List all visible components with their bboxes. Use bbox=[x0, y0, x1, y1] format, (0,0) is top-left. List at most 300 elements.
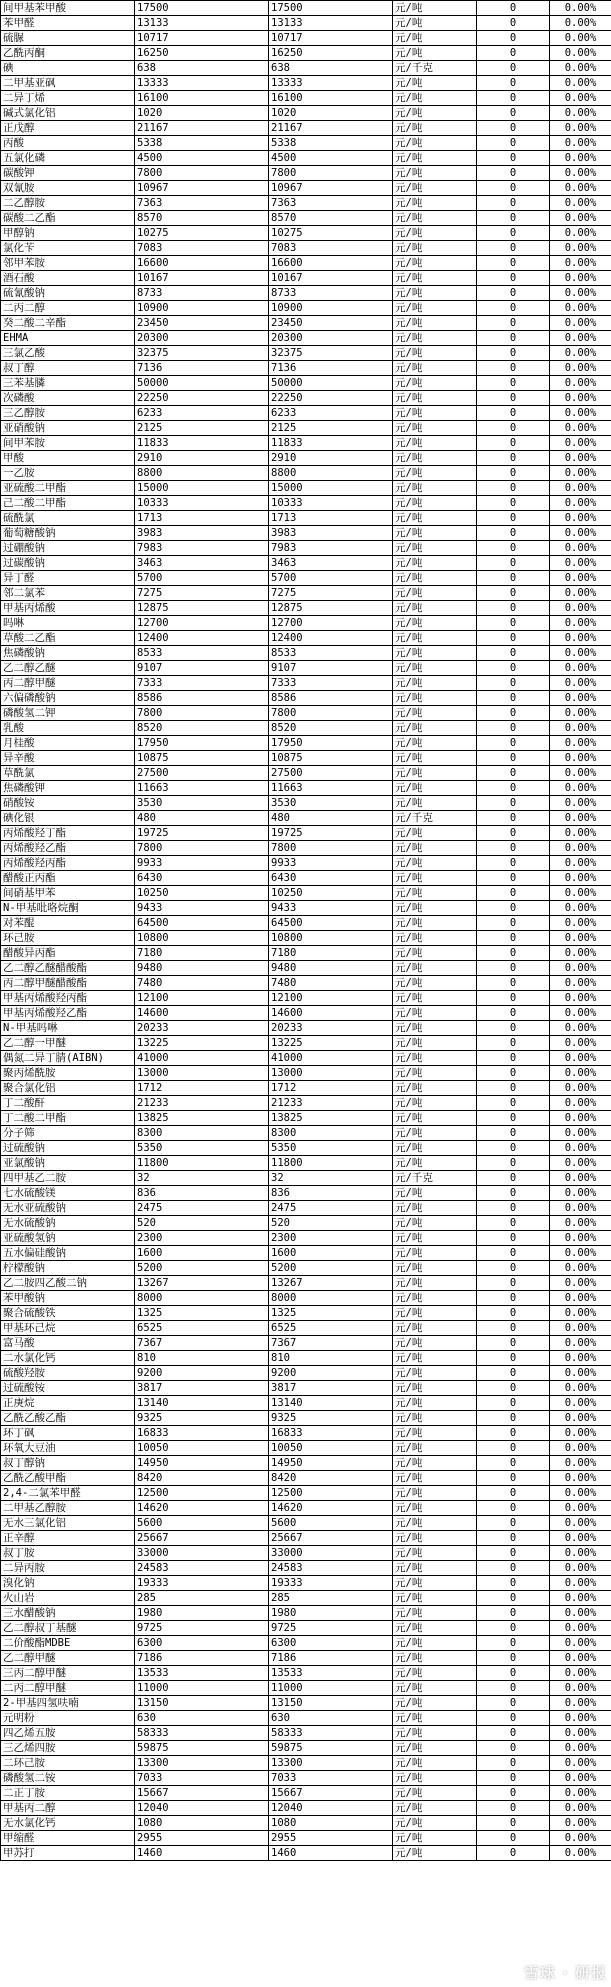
price-curr-cell: 11000 bbox=[269, 1681, 393, 1696]
price-curr-cell: 50000 bbox=[269, 376, 393, 391]
price-curr-cell: 11833 bbox=[269, 436, 393, 451]
change-cell: 0 bbox=[477, 811, 550, 826]
product-name-cell: 环己胺 bbox=[1, 931, 135, 946]
change-cell: 0 bbox=[477, 1696, 550, 1711]
price-curr-cell: 7480 bbox=[269, 976, 393, 991]
change-pct-cell: 0.00% bbox=[550, 946, 611, 961]
change-cell: 0 bbox=[477, 1321, 550, 1336]
product-name-cell: 醋酸异丙酯 bbox=[1, 946, 135, 961]
product-name-cell: 丙酸 bbox=[1, 136, 135, 151]
table-row bbox=[1, 1741, 611, 1756]
table-row bbox=[1, 346, 611, 361]
change-pct-cell: 0.00% bbox=[550, 376, 611, 391]
change-pct-cell: 0.00% bbox=[550, 1621, 611, 1636]
unit-cell: 元/吨 bbox=[393, 1576, 477, 1591]
change-pct-cell: 0.00% bbox=[550, 1291, 611, 1306]
product-name-cell: 酒石酸 bbox=[1, 271, 135, 286]
price-prev-cell: 64500 bbox=[135, 916, 269, 931]
table-row bbox=[1, 646, 611, 661]
change-pct-cell: 0.00% bbox=[550, 1531, 611, 1546]
unit-cell: 元/吨 bbox=[393, 1156, 477, 1171]
change-cell: 0 bbox=[477, 586, 550, 601]
unit-cell: 元/吨 bbox=[393, 256, 477, 271]
change-pct-cell: 0.00% bbox=[550, 1411, 611, 1426]
change-cell: 0 bbox=[477, 571, 550, 586]
unit-cell: 元/吨 bbox=[393, 301, 477, 316]
unit-cell: 元/吨 bbox=[393, 1441, 477, 1456]
price-table-body bbox=[1, 1, 611, 1861]
price-prev-cell: 13825 bbox=[135, 1111, 269, 1126]
price-prev-cell: 7983 bbox=[135, 541, 269, 556]
change-pct-cell: 0.00% bbox=[550, 1306, 611, 1321]
product-name-cell: 环丁砜 bbox=[1, 1426, 135, 1441]
product-name-cell: 甲酸 bbox=[1, 451, 135, 466]
unit-cell: 元/吨 bbox=[393, 961, 477, 976]
product-name-cell: 无水氯化钙 bbox=[1, 1816, 135, 1831]
price-prev-cell: 6430 bbox=[135, 871, 269, 886]
unit-cell: 元/吨 bbox=[393, 1786, 477, 1801]
price-curr-cell: 59875 bbox=[269, 1741, 393, 1756]
change-pct-cell: 0.00% bbox=[550, 496, 611, 511]
change-pct-cell: 0.00% bbox=[550, 121, 611, 136]
change-cell: 0 bbox=[477, 76, 550, 91]
unit-cell: 元/吨 bbox=[393, 616, 477, 631]
table-row bbox=[1, 1816, 611, 1831]
change-cell: 0 bbox=[477, 136, 550, 151]
price-prev-cell: 15000 bbox=[135, 481, 269, 496]
unit-cell: 元/吨 bbox=[393, 1321, 477, 1336]
price-curr-cell: 5350 bbox=[269, 1141, 393, 1156]
change-pct-cell: 0.00% bbox=[550, 466, 611, 481]
unit-cell: 元/吨 bbox=[393, 1081, 477, 1096]
change-pct-cell: 0.00% bbox=[550, 736, 611, 751]
product-name-cell: 溴化钠 bbox=[1, 1576, 135, 1591]
change-pct-cell: 0.00% bbox=[550, 1366, 611, 1381]
price-curr-cell: 10250 bbox=[269, 886, 393, 901]
price-prev-cell: 6300 bbox=[135, 1636, 269, 1651]
price-curr-cell: 3530 bbox=[269, 796, 393, 811]
unit-cell: 元/吨 bbox=[393, 1006, 477, 1021]
table-row bbox=[1, 1231, 611, 1246]
product-name-cell: 乙二醇一甲醚 bbox=[1, 1036, 135, 1051]
product-name-cell: 富马酸 bbox=[1, 1336, 135, 1351]
price-prev-cell: 12040 bbox=[135, 1801, 269, 1816]
price-prev-cell: 20233 bbox=[135, 1021, 269, 1036]
change-pct-cell: 0.00% bbox=[550, 706, 611, 721]
price-curr-cell: 14600 bbox=[269, 1006, 393, 1021]
product-name-cell: 甲缩醛 bbox=[1, 1831, 135, 1846]
price-curr-cell: 285 bbox=[269, 1591, 393, 1606]
price-curr-cell: 10050 bbox=[269, 1441, 393, 1456]
product-name-cell: 己二酸二甲酯 bbox=[1, 496, 135, 511]
price-curr-cell: 13000 bbox=[269, 1066, 393, 1081]
price-curr-cell: 3463 bbox=[269, 556, 393, 571]
table-row bbox=[1, 1126, 611, 1141]
change-pct-cell: 0.00% bbox=[550, 1201, 611, 1216]
change-cell: 0 bbox=[477, 406, 550, 421]
product-name-cell: 叔丁醇钠 bbox=[1, 1456, 135, 1471]
change-cell: 0 bbox=[477, 736, 550, 751]
table-row bbox=[1, 496, 611, 511]
price-prev-cell: 7800 bbox=[135, 706, 269, 721]
price-prev-cell: 3530 bbox=[135, 796, 269, 811]
table-row bbox=[1, 91, 611, 106]
change-pct-cell: 0.00% bbox=[550, 1741, 611, 1756]
price-prev-cell: 10333 bbox=[135, 496, 269, 511]
price-curr-cell: 20300 bbox=[269, 331, 393, 346]
table-row bbox=[1, 856, 611, 871]
change-pct-cell: 0.00% bbox=[550, 646, 611, 661]
table-row bbox=[1, 1306, 611, 1321]
table-row bbox=[1, 136, 611, 151]
change-pct-cell: 0.00% bbox=[550, 796, 611, 811]
product-name-cell: 乙二醇叔丁基醚 bbox=[1, 1621, 135, 1636]
table-row bbox=[1, 736, 611, 751]
price-prev-cell: 9107 bbox=[135, 661, 269, 676]
price-curr-cell: 1600 bbox=[269, 1246, 393, 1261]
price-prev-cell: 9933 bbox=[135, 856, 269, 871]
change-cell: 0 bbox=[477, 706, 550, 721]
change-cell: 0 bbox=[477, 1801, 550, 1816]
change-pct-cell: 0.00% bbox=[550, 586, 611, 601]
price-curr-cell: 7180 bbox=[269, 946, 393, 961]
table-row bbox=[1, 406, 611, 421]
table-row bbox=[1, 1411, 611, 1426]
change-cell: 0 bbox=[477, 1081, 550, 1096]
change-pct-cell: 0.00% bbox=[550, 931, 611, 946]
product-name-cell: 草酸二乙酯 bbox=[1, 631, 135, 646]
table-row bbox=[1, 226, 611, 241]
price-prev-cell: 17950 bbox=[135, 736, 269, 751]
table-row bbox=[1, 1666, 611, 1681]
change-pct-cell: 0.00% bbox=[550, 406, 611, 421]
change-cell: 0 bbox=[477, 991, 550, 1006]
change-pct-cell: 0.00% bbox=[550, 301, 611, 316]
product-name-cell: 次磷酸 bbox=[1, 391, 135, 406]
price-curr-cell: 7363 bbox=[269, 196, 393, 211]
table-row bbox=[1, 676, 611, 691]
change-cell: 0 bbox=[477, 1276, 550, 1291]
table-row bbox=[1, 826, 611, 841]
price-prev-cell: 23450 bbox=[135, 316, 269, 331]
unit-cell: 元/吨 bbox=[393, 661, 477, 676]
price-prev-cell: 13333 bbox=[135, 76, 269, 91]
unit-cell: 元/吨 bbox=[393, 1306, 477, 1321]
change-pct-cell: 0.00% bbox=[550, 511, 611, 526]
change-cell: 0 bbox=[477, 451, 550, 466]
product-name-cell: 叔丁醇 bbox=[1, 361, 135, 376]
change-pct-cell: 0.00% bbox=[550, 616, 611, 631]
unit-cell: 元/吨 bbox=[393, 691, 477, 706]
price-curr-cell: 41000 bbox=[269, 1051, 393, 1066]
unit-cell: 元/吨 bbox=[393, 286, 477, 301]
product-name-cell: 丙烯酸羟乙酯 bbox=[1, 841, 135, 856]
table-row bbox=[1, 121, 611, 136]
change-cell: 0 bbox=[477, 1606, 550, 1621]
product-name-cell: 环氧大豆油 bbox=[1, 1441, 135, 1456]
price-prev-cell: 285 bbox=[135, 1591, 269, 1606]
price-prev-cell: 9480 bbox=[135, 961, 269, 976]
unit-cell: 元/吨 bbox=[393, 1501, 477, 1516]
change-cell: 0 bbox=[477, 301, 550, 316]
unit-cell: 元/吨 bbox=[393, 1291, 477, 1306]
change-pct-cell: 0.00% bbox=[550, 751, 611, 766]
change-pct-cell: 0.00% bbox=[550, 1351, 611, 1366]
change-cell: 0 bbox=[477, 1621, 550, 1636]
product-name-cell: 三乙烯四胺 bbox=[1, 1741, 135, 1756]
price-curr-cell: 13825 bbox=[269, 1111, 393, 1126]
change-cell: 0 bbox=[477, 1636, 550, 1651]
unit-cell: 元/吨 bbox=[393, 211, 477, 226]
change-pct-cell: 0.00% bbox=[550, 481, 611, 496]
change-pct-cell: 0.00% bbox=[550, 1081, 611, 1096]
change-pct-cell: 0.00% bbox=[550, 871, 611, 886]
product-name-cell: 邻二氯苯 bbox=[1, 586, 135, 601]
price-prev-cell: 7275 bbox=[135, 586, 269, 601]
price-curr-cell: 1980 bbox=[269, 1606, 393, 1621]
price-prev-cell: 5600 bbox=[135, 1516, 269, 1531]
unit-cell: 元/吨 bbox=[393, 766, 477, 781]
change-pct-cell: 0.00% bbox=[550, 1216, 611, 1231]
product-name-cell: 月桂酸 bbox=[1, 736, 135, 751]
change-pct-cell: 0.00% bbox=[550, 856, 611, 871]
price-curr-cell: 12400 bbox=[269, 631, 393, 646]
table-row bbox=[1, 541, 611, 556]
change-pct-cell: 0.00% bbox=[550, 1171, 611, 1186]
table-row bbox=[1, 1696, 611, 1711]
table-row bbox=[1, 691, 611, 706]
change-pct-cell: 0.00% bbox=[550, 1051, 611, 1066]
change-cell: 0 bbox=[477, 856, 550, 871]
unit-cell: 元/吨 bbox=[393, 1516, 477, 1531]
product-name-cell: 无水硫酸钠 bbox=[1, 1216, 135, 1231]
table-row bbox=[1, 1456, 611, 1471]
product-name-cell: 三氯乙酸 bbox=[1, 346, 135, 361]
unit-cell: 元/吨 bbox=[393, 406, 477, 421]
change-pct-cell: 0.00% bbox=[550, 136, 611, 151]
change-pct-cell: 0.00% bbox=[550, 241, 611, 256]
unit-cell: 元/吨 bbox=[393, 1801, 477, 1816]
price-curr-cell: 1712 bbox=[269, 1081, 393, 1096]
price-curr-cell: 13140 bbox=[269, 1396, 393, 1411]
table-row bbox=[1, 316, 611, 331]
change-cell: 0 bbox=[477, 751, 550, 766]
change-cell: 0 bbox=[477, 901, 550, 916]
change-pct-cell: 0.00% bbox=[550, 1501, 611, 1516]
product-name-cell: 甲基丙二醇 bbox=[1, 1801, 135, 1816]
change-pct-cell: 0.00% bbox=[550, 1516, 611, 1531]
price-prev-cell: 836 bbox=[135, 1186, 269, 1201]
change-cell: 0 bbox=[477, 1216, 550, 1231]
price-prev-cell: 19333 bbox=[135, 1576, 269, 1591]
table-row bbox=[1, 526, 611, 541]
table-row bbox=[1, 1186, 611, 1201]
table-row bbox=[1, 46, 611, 61]
unit-cell: 元/吨 bbox=[393, 841, 477, 856]
change-cell: 0 bbox=[477, 61, 550, 76]
change-pct-cell: 0.00% bbox=[550, 991, 611, 1006]
price-prev-cell: 9725 bbox=[135, 1621, 269, 1636]
change-pct-cell: 0.00% bbox=[550, 1126, 611, 1141]
price-curr-cell: 13267 bbox=[269, 1276, 393, 1291]
price-curr-cell: 23450 bbox=[269, 316, 393, 331]
unit-cell: 元/吨 bbox=[393, 151, 477, 166]
price-prev-cell: 11000 bbox=[135, 1681, 269, 1696]
price-prev-cell: 13000 bbox=[135, 1066, 269, 1081]
price-prev-cell: 7363 bbox=[135, 196, 269, 211]
change-cell: 0 bbox=[477, 316, 550, 331]
change-pct-cell: 0.00% bbox=[550, 1141, 611, 1156]
change-cell: 0 bbox=[477, 1246, 550, 1261]
price-curr-cell: 8533 bbox=[269, 646, 393, 661]
change-cell: 0 bbox=[477, 31, 550, 46]
product-name-cell: 乙酰乙酸乙酯 bbox=[1, 1411, 135, 1426]
price-curr-cell: 12500 bbox=[269, 1486, 393, 1501]
unit-cell: 元/吨 bbox=[393, 1126, 477, 1141]
change-pct-cell: 0.00% bbox=[550, 1156, 611, 1171]
product-name-cell: 乙酰丙酮 bbox=[1, 46, 135, 61]
table-row bbox=[1, 181, 611, 196]
unit-cell: 元/吨 bbox=[393, 1216, 477, 1231]
price-curr-cell: 32 bbox=[269, 1171, 393, 1186]
change-cell: 0 bbox=[477, 1681, 550, 1696]
price-prev-cell: 7033 bbox=[135, 1771, 269, 1786]
change-cell: 0 bbox=[477, 691, 550, 706]
change-pct-cell: 0.00% bbox=[550, 1726, 611, 1741]
change-pct-cell: 0.00% bbox=[550, 211, 611, 226]
change-pct-cell: 0.00% bbox=[550, 1066, 611, 1081]
table-row bbox=[1, 886, 611, 901]
price-prev-cell: 1980 bbox=[135, 1606, 269, 1621]
unit-cell: 元/吨 bbox=[393, 1336, 477, 1351]
price-curr-cell: 7800 bbox=[269, 841, 393, 856]
price-curr-cell: 2955 bbox=[269, 1831, 393, 1846]
product-name-cell: 甲基丙烯酸羟丙酯 bbox=[1, 991, 135, 1006]
product-name-cell: 草酰氯 bbox=[1, 766, 135, 781]
product-name-cell: 甲基丙烯酸羟乙酯 bbox=[1, 1006, 135, 1021]
unit-cell: 元/吨 bbox=[393, 106, 477, 121]
price-curr-cell: 9325 bbox=[269, 1411, 393, 1426]
table-row bbox=[1, 1141, 611, 1156]
price-prev-cell: 2300 bbox=[135, 1231, 269, 1246]
unit-cell: 元/吨 bbox=[393, 1816, 477, 1831]
price-curr-cell: 5200 bbox=[269, 1261, 393, 1276]
unit-cell: 元/吨 bbox=[393, 361, 477, 376]
price-curr-cell: 836 bbox=[269, 1186, 393, 1201]
table-row bbox=[1, 1441, 611, 1456]
price-prev-cell: 14950 bbox=[135, 1456, 269, 1471]
change-cell: 0 bbox=[477, 721, 550, 736]
unit-cell: 元/吨 bbox=[393, 1351, 477, 1366]
price-prev-cell: 21167 bbox=[135, 121, 269, 136]
table-row bbox=[1, 1831, 611, 1846]
product-name-cell: 二异丁烯 bbox=[1, 91, 135, 106]
table-row bbox=[1, 61, 611, 76]
price-prev-cell: 8300 bbox=[135, 1126, 269, 1141]
change-pct-cell: 0.00% bbox=[550, 346, 611, 361]
price-prev-cell: 3463 bbox=[135, 556, 269, 571]
change-pct-cell: 0.00% bbox=[550, 1786, 611, 1801]
price-prev-cell: 24583 bbox=[135, 1561, 269, 1576]
product-name-cell: 正戊醇 bbox=[1, 121, 135, 136]
unit-cell: 元/吨 bbox=[393, 1681, 477, 1696]
price-prev-cell: 19725 bbox=[135, 826, 269, 841]
change-cell: 0 bbox=[477, 1021, 550, 1036]
price-prev-cell: 520 bbox=[135, 1216, 269, 1231]
table-row bbox=[1, 1561, 611, 1576]
unit-cell: 元/吨 bbox=[393, 676, 477, 691]
price-prev-cell: 1712 bbox=[135, 1081, 269, 1096]
change-pct-cell: 0.00% bbox=[550, 196, 611, 211]
change-cell: 0 bbox=[477, 331, 550, 346]
price-prev-cell: 810 bbox=[135, 1351, 269, 1366]
product-name-cell: 过碳酸钠 bbox=[1, 556, 135, 571]
price-curr-cell: 13150 bbox=[269, 1696, 393, 1711]
product-name-cell: 硫脲 bbox=[1, 31, 135, 46]
unit-cell: 元/吨 bbox=[393, 1231, 477, 1246]
product-name-cell: 醋酸正丙酯 bbox=[1, 871, 135, 886]
change-pct-cell: 0.00% bbox=[550, 1276, 611, 1291]
change-pct-cell: 0.00% bbox=[550, 1801, 611, 1816]
price-curr-cell: 7083 bbox=[269, 241, 393, 256]
price-prev-cell: 1020 bbox=[135, 106, 269, 121]
price-prev-cell: 5350 bbox=[135, 1141, 269, 1156]
price-curr-cell: 7333 bbox=[269, 676, 393, 691]
unit-cell: 元/吨 bbox=[393, 166, 477, 181]
table-row bbox=[1, 1576, 611, 1591]
table-row bbox=[1, 931, 611, 946]
price-prev-cell: 22250 bbox=[135, 391, 269, 406]
product-name-cell: 碳酸二乙酯 bbox=[1, 211, 135, 226]
price-curr-cell: 7800 bbox=[269, 706, 393, 721]
price-prev-cell: 12400 bbox=[135, 631, 269, 646]
price-prev-cell: 16250 bbox=[135, 46, 269, 61]
price-prev-cell: 4500 bbox=[135, 151, 269, 166]
table-row bbox=[1, 1531, 611, 1546]
price-curr-cell: 17500 bbox=[269, 1, 393, 16]
table-row bbox=[1, 391, 611, 406]
price-curr-cell: 7186 bbox=[269, 1651, 393, 1666]
product-name-cell: 双氰胺 bbox=[1, 181, 135, 196]
unit-cell: 元/吨 bbox=[393, 1831, 477, 1846]
price-curr-cell: 8300 bbox=[269, 1126, 393, 1141]
price-prev-cell: 8533 bbox=[135, 646, 269, 661]
product-name-cell: 氯化苄 bbox=[1, 241, 135, 256]
price-curr-cell: 9107 bbox=[269, 661, 393, 676]
price-prev-cell: 13300 bbox=[135, 1756, 269, 1771]
price-curr-cell: 17950 bbox=[269, 736, 393, 751]
price-prev-cell: 480 bbox=[135, 811, 269, 826]
change-pct-cell: 0.00% bbox=[550, 1456, 611, 1471]
table-row bbox=[1, 751, 611, 766]
product-name-cell: 二水氯化钙 bbox=[1, 1351, 135, 1366]
table-row bbox=[1, 616, 611, 631]
change-cell: 0 bbox=[477, 1546, 550, 1561]
unit-cell: 元/吨 bbox=[393, 1456, 477, 1471]
change-pct-cell: 0.00% bbox=[550, 901, 611, 916]
unit-cell: 元/吨 bbox=[393, 796, 477, 811]
table-row bbox=[1, 1351, 611, 1366]
product-name-cell: 焦磷酸钠 bbox=[1, 646, 135, 661]
table-row bbox=[1, 631, 611, 646]
product-name-cell: 三乙醇胺 bbox=[1, 406, 135, 421]
price-prev-cell: 9433 bbox=[135, 901, 269, 916]
price-curr-cell: 8520 bbox=[269, 721, 393, 736]
unit-cell: 元/吨 bbox=[393, 1276, 477, 1291]
change-pct-cell: 0.00% bbox=[550, 1246, 611, 1261]
table-row bbox=[1, 376, 611, 391]
table-row bbox=[1, 1111, 611, 1126]
